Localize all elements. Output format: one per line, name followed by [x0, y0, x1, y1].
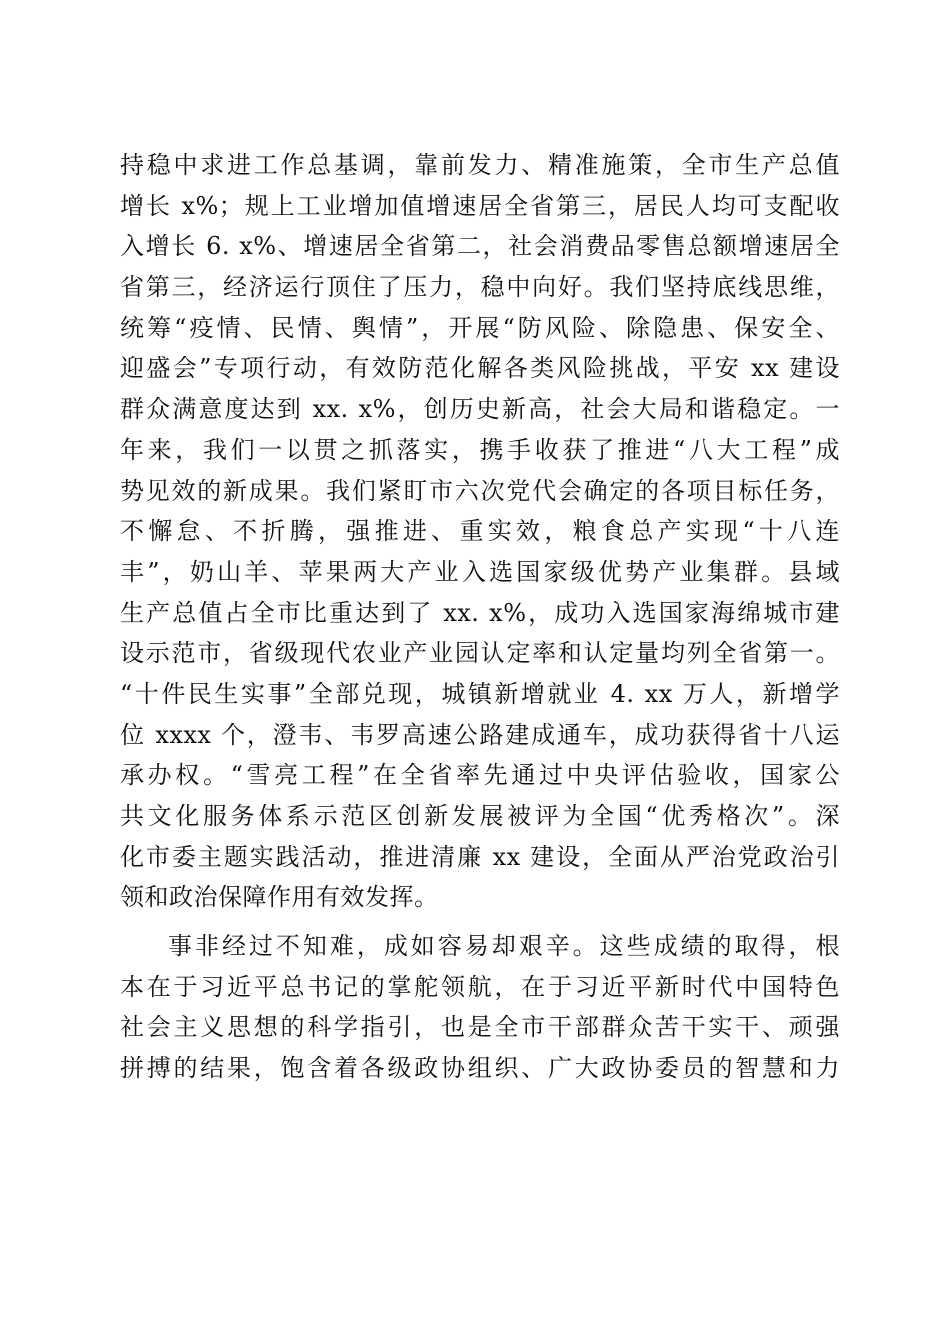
text-line: 不懈怠、不折腾，强推进、重实效，粮食总产实现“十八连	[120, 517, 840, 546]
text-line: 省第三，经济运行顶住了压力，稳中向好。我们坚持底线思维，	[120, 273, 840, 302]
body-text	[120, 145, 840, 1089]
text-line: 生产总值占全市比重达到了 xx. x%，成功入选国家海绵城市建	[120, 598, 840, 627]
text-line: 持稳中求进工作总基调，靠前发力、精准施策，全市生产总值	[120, 151, 840, 179]
text-line: 社会主义思想的科学指引，也是全市干部群众苦干实干、顽强	[120, 1013, 840, 1042]
text-line: “十件民生实事”全部兑现，城镇新增就业 4. xx 万人，新增学	[120, 679, 840, 708]
text-line: 年来，我们一以贯之抓落实，携手收获了推进“八大工程”成	[120, 435, 840, 464]
paragraph-2	[120, 926, 840, 1089]
text-line: 位 xxxx 个，澄韦、韦罗高速公路建成通车，成功获得省十八运	[120, 720, 840, 749]
paragraph-gap	[120, 918, 840, 926]
text-line: 化市委主题实践活动，推进清廉 xx 建设，全面从严治党政治引	[120, 842, 840, 871]
text-line: 设示范市，省级现代农业产业园认定率和认定量均列全省第一。	[120, 639, 840, 668]
text-line: 事非经过不知难，成如容易却艰辛。这些成绩的取得，根	[168, 932, 840, 961]
text-line: 统筹“疫情、民情、舆情”，开展“防风险、除隐患、保安全、	[120, 313, 840, 342]
text-line: 共文化服务体系示范区创新发展被评为全国“优秀格次”。深	[120, 802, 840, 830]
text-line: 领和政治保障作用有效发挥。	[120, 883, 439, 912]
text-line: 群众满意度达到 xx. x%，创历史新高，社会大局和谐稳定。一	[120, 395, 840, 424]
text-line: 承办权。“雪亮工程”在全省率先通过中央评估验收，国家公	[120, 761, 840, 790]
text-line: 拼搏的结果，饱含着各级政协组织、广大政协委员的智慧和力	[120, 1054, 840, 1083]
text-line: 丰”，奶山羊、苹果两大产业入选国家级优势产业集群。县域	[120, 557, 840, 586]
text-line: 本在于习近平总书记的掌舵领航，在于习近平新时代中国特色	[120, 972, 840, 1001]
paragraph-1	[120, 145, 840, 918]
text-line: 迎盛会”专项行动，有效防范化解各类风险挑战，平安 xx 建设	[120, 354, 840, 383]
text-line: 增长 x%；规上工业增加值增速居全省第三，居民人均可支配收	[120, 191, 840, 220]
text-line: 势见效的新成果。我们紧盯市六次党代会确定的各项目标任务，	[120, 476, 840, 505]
text-line: 入增长 6. x%、增速居全省第二，社会消费品零售总额增速居全	[120, 232, 840, 261]
